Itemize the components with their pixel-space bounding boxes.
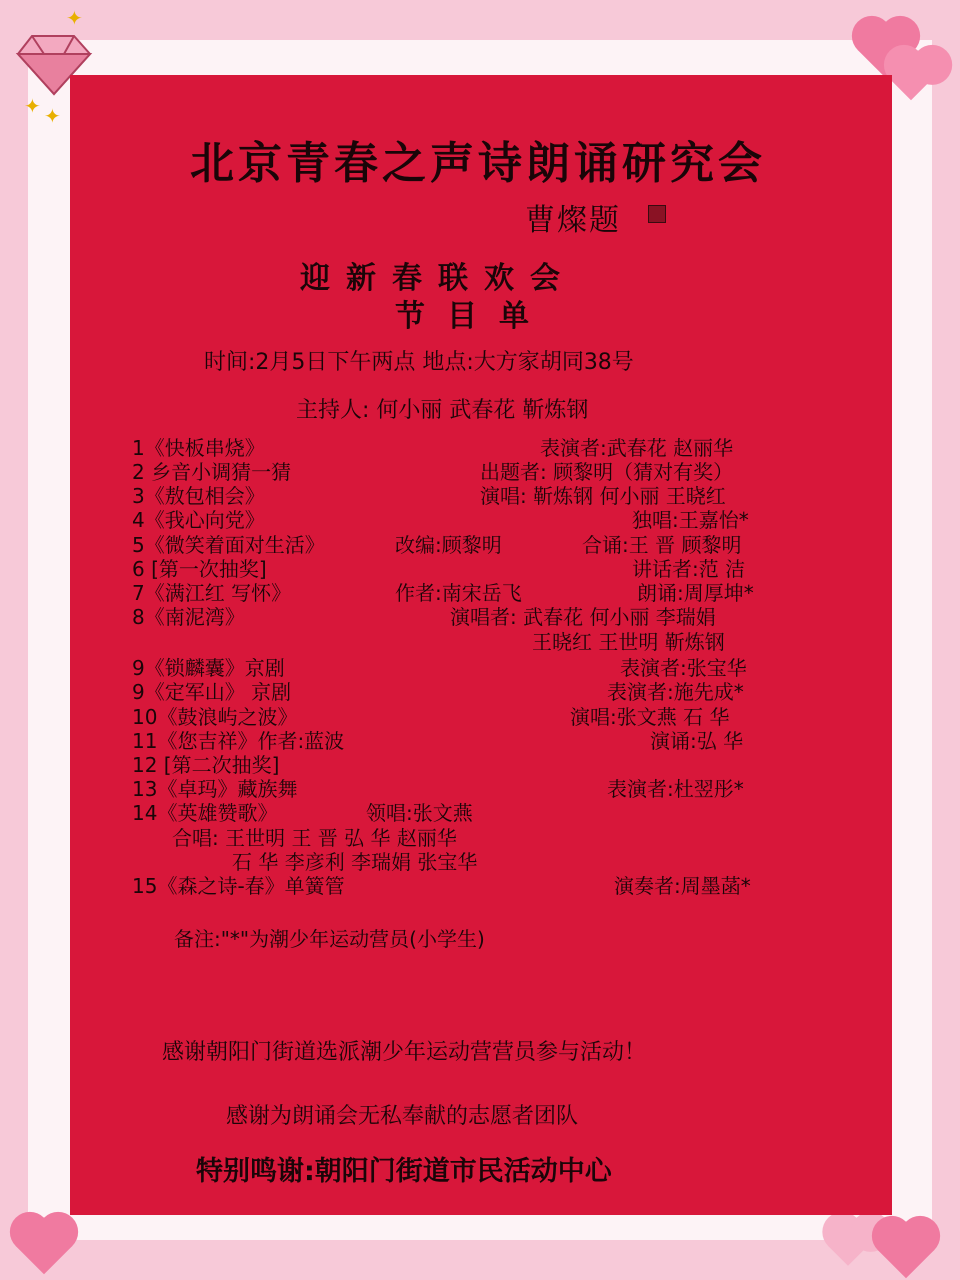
program-item-right: 演唱:张文燕 石 华 — [570, 705, 730, 729]
program-item-left: 10《鼓浪屿之波》 — [132, 705, 298, 729]
program-item-right: 讲话者:范 洁 — [632, 557, 746, 581]
program-item-right: 出题者: 顾黎明（猜对有奖） — [480, 460, 734, 484]
heart-icon — [16, 1218, 73, 1275]
program-item-mid: 领唱:张文燕 — [366, 801, 473, 825]
program-item-right: 朗诵:周厚坤* — [637, 581, 754, 605]
org-title: 北京青春之声诗朗诵研究会 — [190, 138, 766, 189]
program-item-right: 合诵:王 晋 顾黎明 — [582, 533, 742, 557]
sparkle-icon: ✦ — [66, 6, 83, 30]
program-item-left: 石 华 李彦利 李瑞娟 张宝华 — [232, 850, 478, 874]
program-item-left: 4《我心向党》 — [132, 508, 265, 532]
sparkle-icon: ✦ — [24, 94, 41, 118]
sparkle-icon: ✦ — [44, 104, 61, 128]
program-item-left: 1《快板串烧》 — [132, 436, 265, 460]
program-item-right: 演诵:弘 华 — [650, 729, 744, 753]
program-item-left: 13《卓玛》藏族舞 — [132, 777, 298, 801]
special-thanks: 特别鸣谢:朝阳门街道市民活动中心 — [196, 1156, 612, 1187]
program-item-right: 演唱者: 武春花 何小丽 李瑞娟 — [450, 605, 716, 629]
program-item-right: 独唱:王嘉怡* — [632, 508, 749, 532]
program-sheet — [70, 75, 892, 1215]
thanks-line: 感谢朝阳门街道选派潮少年运动营营员参与活动！ — [162, 1040, 647, 1065]
program-item-mid: 作者:南宋岳飞 — [395, 581, 522, 605]
heart-icon — [828, 1226, 868, 1266]
program-item-left: 6 [第一次抽奖] — [132, 557, 267, 581]
thanks-line: 感谢为朗诵会无私奉献的志愿者团队 — [226, 1104, 579, 1129]
program-item-right: 表演者:武春花 赵丽华 — [540, 436, 734, 460]
program-item-left: 2 乡音小调猜一猜 — [132, 460, 292, 484]
program-item-left: 14《英雄赞歌》 — [132, 801, 278, 825]
program-item-left: 9《锁麟囊》京剧 — [132, 656, 285, 680]
calligrapher-signature: 曹燦题 — [525, 203, 621, 238]
hosts: 主持人: 何小丽 武春花 靳炼钢 — [296, 398, 589, 423]
program-item-left: 8《南泥湾》 — [132, 605, 245, 629]
program-item-left: 11《您吉祥》作者:蓝波 — [132, 729, 345, 753]
program-item-left: 9《定军山》 京剧 — [132, 680, 292, 704]
program-item-right: 表演者:张宝华 — [620, 656, 747, 680]
program-item-right: 表演者:杜翌彤* — [607, 777, 744, 801]
heart-icon — [878, 1222, 935, 1279]
time-location: 时间:2月5日下午两点 地点:大方家胡同38号 — [204, 350, 634, 375]
program-item-right: 演唱: 靳炼钢 何小丽 王晓红 — [480, 484, 726, 508]
program-item-left: 5《微笑着面对生活》 — [132, 533, 325, 557]
event-title: 迎新春联欢会 — [300, 261, 576, 296]
program-item-right: 王晓红 王世明 靳炼钢 — [532, 630, 725, 654]
footnote: 备注:"*"为潮少年运动营员(小学生) — [174, 927, 485, 951]
program-item-right: 表演者:施先成* — [607, 680, 744, 704]
program-item-left: 12 [第二次抽奖] — [132, 753, 280, 777]
program-item-mid: 改编:顾黎明 — [395, 533, 502, 557]
program-subtitle: 节目单 — [395, 299, 551, 334]
program-item-right: 演奏者:周墨菡* — [614, 874, 751, 898]
program-item-left: 3《敖包相会》 — [132, 484, 265, 508]
seal-stamp — [648, 205, 666, 223]
program-item-left: 7《满江红 写怀》 — [132, 581, 292, 605]
program-item-left: 合唱: 王世明 王 晋 弘 华 赵丽华 — [172, 826, 457, 850]
program-item-left: 15《森之诗-春》单簧管 — [132, 874, 345, 898]
